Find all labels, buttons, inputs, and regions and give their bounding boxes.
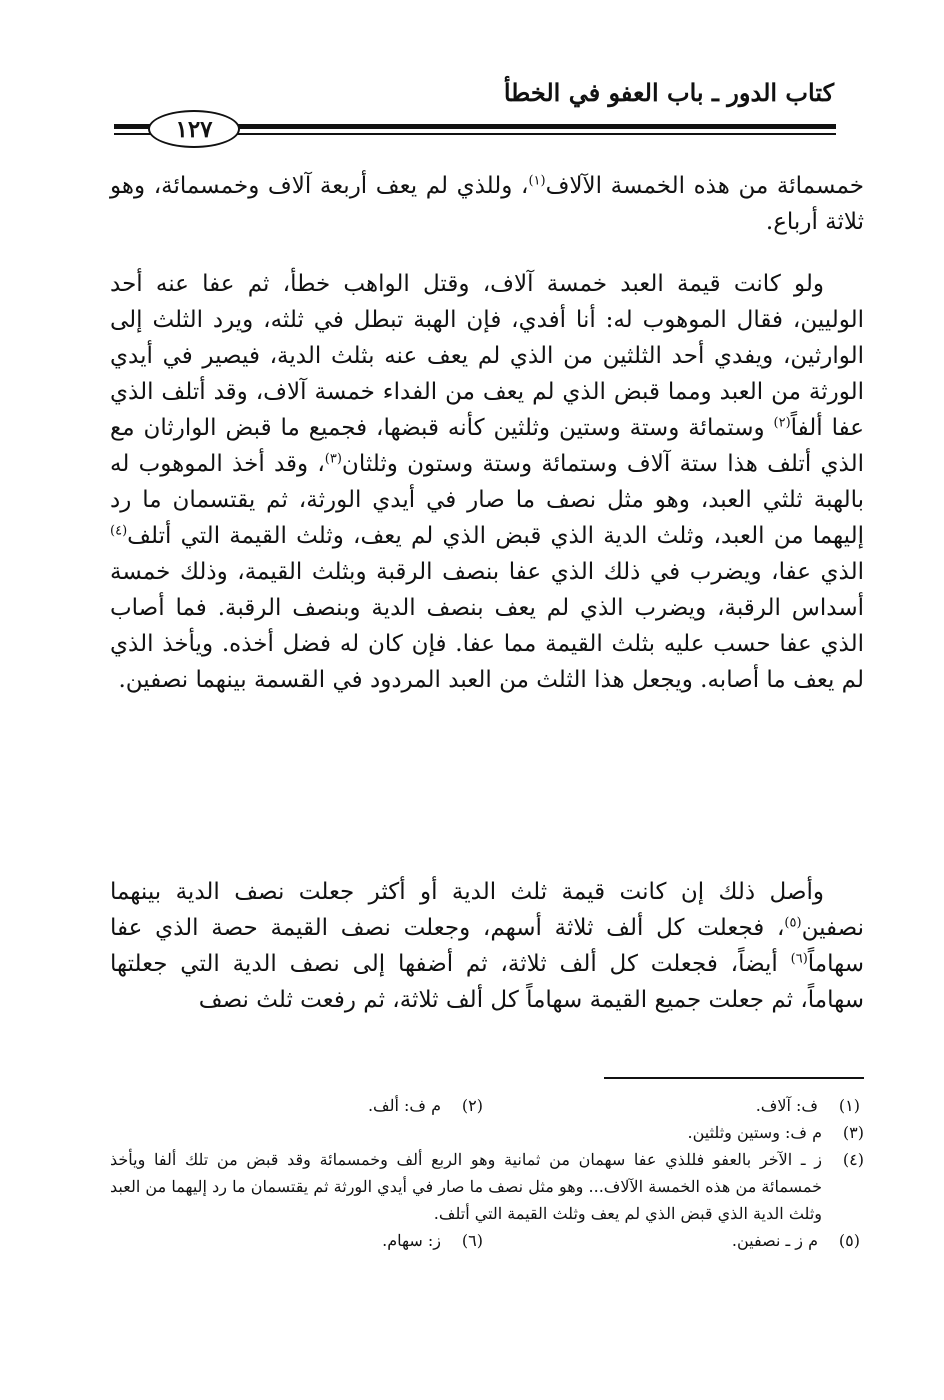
footnote-2-text: م ف: ألف. bbox=[367, 1096, 441, 1115]
p1-text-a: خمسمائة من هذه الخمسة الآلاف bbox=[545, 173, 864, 199]
footnote-3-number: (٣) bbox=[842, 1123, 864, 1142]
footnote-6-text: ز: سهام. bbox=[382, 1231, 441, 1250]
footnote-ref-2: (٢) bbox=[773, 415, 791, 431]
footnote-ref-3: (٣) bbox=[324, 451, 342, 467]
p2-text-c: ، وقد أخذ الموهوب له بالهبة ثلثي العبد، وهو مثل نصف ما صار في أيدي الورثة، ثم يقتسمان ما رد إليهما من العبد، وثلث الدية الذي قبض الذي لم يعف، وثلث القيمة التي أتلف bbox=[110, 451, 864, 549]
footnote-1 bbox=[487, 1092, 864, 1119]
p3-text-b: ، فجعلت كل ألف ثلاثة أسهم، وجعلت نصف القيمة حصة الذي عفا سهاماً bbox=[110, 915, 864, 977]
p2-text-b: وستمائة وستة وستين وثلثين كأنه قبضها، فجميع ما قبض الوارثان مع الذي أتلف هذا ستة آلاف وستمائة وستة وستون وثلثان bbox=[110, 415, 864, 477]
paragraph-1 bbox=[110, 168, 864, 240]
footnote-3 bbox=[110, 1119, 864, 1146]
footnote-5-text: م ز ـ نصفين. bbox=[731, 1231, 818, 1250]
page-number bbox=[148, 110, 240, 148]
page-number-text: ١٢٧ bbox=[175, 115, 213, 143]
footnote-6-number: (٦) bbox=[461, 1231, 483, 1250]
paragraph-2 bbox=[110, 266, 864, 852]
footnote-4-text: ز ـ الآخر بالعفو فللذي عفا سهمان من ثمانية وهو الربع ألف وخمسمائة وقد قبض من تلك ألفا ويأخذ خمسمائة من هذه الخمسة الآلاف... وهو مثل نصف ما صار في أيدي الورثة ثم يقتسمان ما رد إليهما من العبد وثلث الدية الذي قبض الذي لم يعف وثلث القيمة التي أتلف. bbox=[110, 1150, 823, 1223]
paragraph-1-text bbox=[110, 168, 864, 240]
footnote-2-number: (٢) bbox=[461, 1096, 483, 1115]
footnote-row-1-2 bbox=[110, 1092, 864, 1119]
paragraph-3-text bbox=[110, 874, 864, 1018]
footnote-1-text: ف: آلاف. bbox=[755, 1096, 818, 1115]
footnote-4 bbox=[110, 1146, 864, 1227]
footnote-4-number: (٤) bbox=[842, 1150, 864, 1169]
footnote-row-5-6 bbox=[110, 1227, 864, 1254]
footnote-ref-5: (٥) bbox=[784, 915, 802, 931]
footnote-separator bbox=[604, 1077, 864, 1079]
footnote-ref-4: (٤) bbox=[110, 523, 128, 539]
footnote-5-number: (٥) bbox=[838, 1231, 860, 1250]
footnote-6 bbox=[110, 1227, 487, 1254]
p3-text-c: أيضاً، فجعلت كل ألف ثلاثة، ثم أضفها إلى نصف الدية التي جعلتها سهاماً، ثم جعلت جميع القيمة سهاماً كل ألف ثلاثة، ثم رفعت ثلث نصف bbox=[110, 951, 864, 1013]
footnote-ref-1: (١) bbox=[528, 173, 546, 189]
p2-text-a: ولو كانت قيمة العبد خمسة آلاف، وقتل الواهب خطأ، ثم عفا عنه أحد الوليين، فقال الموهوب له: أنا أفدي، فإن الهبة تبطل في ثلثه، ويرد الثلث إلى الوارثين، ويفدي أحد الثلثين من الذي لم يعف عنه بثلث الدية، فيصير في أيدي الورثة من العبد ومما قبض الذي لم يعف من الفداء خمسة آلاف، وقد أتلف الذي عفا ألفاً bbox=[110, 271, 864, 441]
paragraph-3 bbox=[110, 874, 864, 1050]
footnotes bbox=[110, 1092, 864, 1254]
p2-text-d: الذي عفا، ويضرب في ذلك الذي عفا بنصف الرقبة وبثلث القيمة، وذلك خمسة أسداس الرقبة، ويضرب الذي لم يعف بنصف الدية وبنصف الرقبة. فما أصاب الذي عفا حسب عليه بثلث القيمة مما عفا. فإن كان له فضل أخذه. ويأخذ الذي لم يعف ما أصابه. ويجعل هذا الثلث من العبد المردود في القسمة بينهما نصفين. bbox=[110, 559, 864, 693]
footnote-ref-6: (٦) bbox=[790, 951, 808, 967]
footnote-3-text: م ف: وستين وثلثين. bbox=[687, 1123, 822, 1142]
footnote-5 bbox=[487, 1227, 864, 1254]
p1-text-b: ، وللذي لم يعف أربعة آلاف وخمسمائة، وهو ثلاثة أرباع. bbox=[110, 173, 864, 235]
footnote-2 bbox=[110, 1092, 487, 1119]
footnote-1-number: (١) bbox=[838, 1096, 860, 1115]
p3-text-a: وأصل ذلك إن كانت قيمة ثلث الدية أو أكثر جعلت نصف الدية بينهما نصفين bbox=[110, 879, 864, 941]
paragraph-2-text bbox=[110, 266, 864, 698]
running-title: كتاب الدور ـ باب العفو في الخطأ bbox=[503, 78, 834, 107]
